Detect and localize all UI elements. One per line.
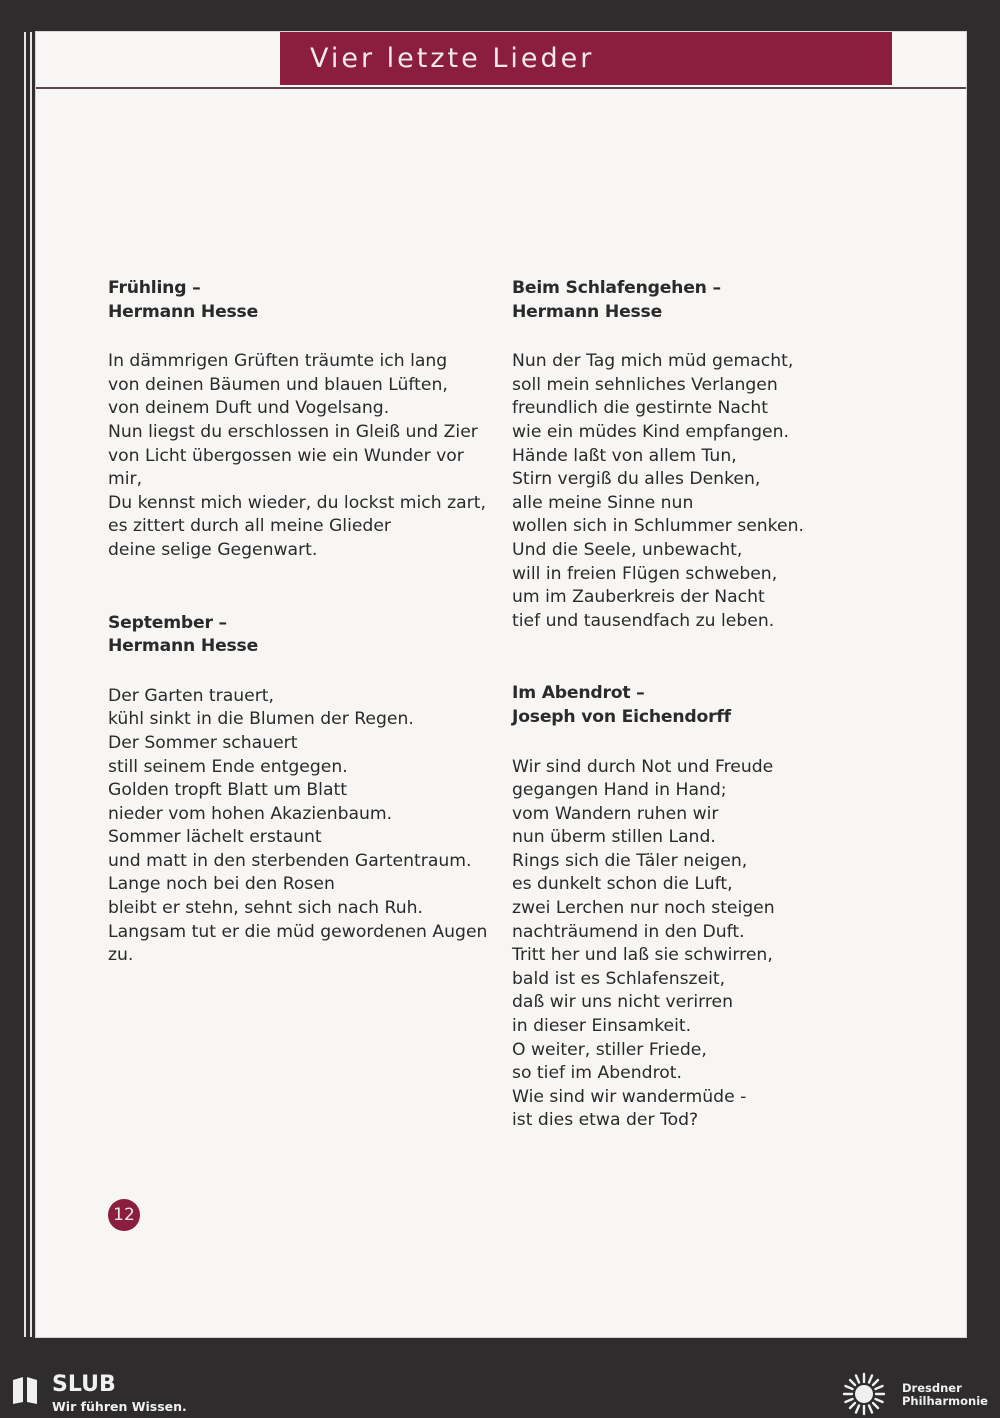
- poem-line: daß wir uns nicht verirren: [512, 992, 734, 1013]
- poem-line: Nun der Tag mich müd gemacht,: [512, 351, 794, 372]
- poem-heading: [108, 612, 490, 659]
- poem-line: Nun liegst du erschlossen in Gleiß und Zier: [108, 421, 478, 442]
- poem-title: Frühling –: [108, 278, 201, 298]
- poem-line: will in freien Flügen schweben,: [512, 563, 778, 584]
- viewer-footer: [0, 1368, 1000, 1418]
- poem-line: es dunkelt schon die Luft,: [512, 874, 733, 895]
- header-banner: [280, 32, 892, 85]
- poem-body: [512, 756, 892, 1134]
- poem-body: [512, 350, 892, 633]
- poem-line: um im Zauberkreis der Nacht: [512, 587, 765, 608]
- poem-line: Lange noch bei den Rosen: [108, 874, 335, 895]
- poem-line: kühl sinkt in die Blumen der Regen.: [108, 709, 414, 730]
- poem-line: bald ist es Schlafenszeit,: [512, 968, 726, 989]
- poem-line: Wir sind durch Not und Freude: [512, 756, 774, 777]
- poem-line: Der Garten trauert,: [108, 685, 275, 706]
- poem-line: alle meine Sinne nun: [512, 492, 694, 513]
- poem-line: nieder vom hohen Akazienbaum.: [108, 803, 393, 824]
- poem-heading: [512, 277, 892, 324]
- poem-line: zwei Lerchen nur noch steigen: [512, 898, 775, 919]
- poem-line: ist dies etwa der Tod?: [512, 1110, 699, 1131]
- poem-title: Beim Schlafengehen –: [512, 278, 721, 298]
- poem-line: still seinem Ende entgegen.: [108, 756, 348, 777]
- poem-author: Hermann Hesse: [512, 301, 663, 322]
- poem-line: wollen sich in Schlummer senken.: [512, 516, 804, 537]
- poem-body: [108, 685, 490, 968]
- philharmonie-name[interactable]: [902, 1382, 988, 1408]
- poem-line: mir,: [108, 469, 143, 490]
- poem-line: in dieser Einsamkeit.: [512, 1016, 692, 1037]
- poem-author: Hermann Hesse: [108, 301, 259, 322]
- poem-line: wie ein müdes Kind empfangen.: [512, 421, 789, 442]
- philharmonie-sunburst-logo: [842, 1372, 886, 1416]
- slub-logo-text[interactable]: SLUB: [52, 1372, 116, 1397]
- poem-heading: [108, 277, 490, 324]
- poem: [512, 682, 892, 1133]
- poem-line: und matt in den sterbenden Gartentraum.: [108, 850, 472, 871]
- slub-tagline: Wir führen Wissen.: [52, 1399, 187, 1414]
- poem-body: [108, 350, 490, 562]
- poem-line: freundlich die gestirnte Nacht: [512, 398, 768, 419]
- poem-line: zu.: [108, 945, 134, 966]
- document-page: [36, 32, 966, 1337]
- slub-book-icon: [10, 1375, 40, 1405]
- poem-line: O weiter, stiller Friede,: [512, 1039, 707, 1060]
- poem-line: Hände laßt von allem Tun,: [512, 445, 737, 466]
- poem-line: Der Sommer schauert: [108, 732, 298, 753]
- poem: [108, 277, 490, 563]
- poem: [512, 277, 892, 633]
- poem-line: von deinem Duft und Vogelsang.: [108, 398, 390, 419]
- poem-line: von Licht übergossen wie ein Wunder vor: [108, 445, 464, 466]
- right-column: [512, 277, 892, 1182]
- poem-line: soll mein sehnliches Verlangen: [512, 374, 778, 395]
- poem-line: Langsam tut er die müd gewordenen Augen: [108, 921, 488, 942]
- poem-line: Tritt her und laß sie schwirren,: [512, 945, 773, 966]
- left-column: [108, 277, 490, 1017]
- poem-line: nun überm stillen Land.: [512, 827, 716, 848]
- poem-line: Golden tropft Blatt um Blatt: [108, 780, 347, 801]
- poem-line: bleibt er stehn, sehnt sich nach Ruh.: [108, 898, 423, 919]
- poem-line: Stirn vergiß du alles Denken,: [512, 469, 761, 490]
- poem: [108, 612, 490, 968]
- poem-title: September –: [108, 612, 227, 633]
- page-edge: [30, 32, 32, 1337]
- philharmonie-line1: Dresdner: [902, 1381, 962, 1395]
- poem-line: Und die Seele, unbewacht,: [512, 539, 743, 560]
- poem-line: so tief im Abendrot.: [512, 1063, 682, 1084]
- poem-title: Im Abendrot –: [512, 683, 645, 704]
- poem-line: tief und tausendfach zu leben.: [512, 610, 775, 631]
- header-rule: [36, 87, 966, 89]
- poem-line: nachträumend in den Duft.: [512, 921, 745, 942]
- poem-line: Sommer lächelt erstaunt: [108, 827, 322, 848]
- poem-line: vom Wandern ruhen wir: [512, 803, 719, 824]
- poem-author: Hermann Hesse: [108, 636, 259, 657]
- poem-line: es zittert durch all meine Glieder: [108, 516, 391, 537]
- poem-line: deine selige Gegenwart.: [108, 539, 318, 560]
- poem-line: Du kennst mich wieder, du lockst mich zart,: [108, 492, 486, 513]
- poem-line: Wie sind wir wandermüde -: [512, 1086, 747, 1107]
- poem-line: Rings sich die Täler neigen,: [512, 850, 748, 871]
- philharmonie-line2: Philharmonie: [902, 1394, 988, 1408]
- poem-author: Joseph von Eichendorff: [512, 706, 731, 727]
- poem-line: In dämmrigen Grüften träumte ich lang: [108, 351, 448, 372]
- page-title: Vier letzte Lieder: [310, 43, 595, 74]
- poem-heading: [512, 682, 892, 729]
- page-edge: [24, 32, 26, 1337]
- page-number: 12: [108, 1199, 140, 1231]
- poem-line: von deinen Bäumen und blauen Lüften,: [108, 374, 448, 395]
- poem-line: gegangen Hand in Hand;: [512, 780, 727, 801]
